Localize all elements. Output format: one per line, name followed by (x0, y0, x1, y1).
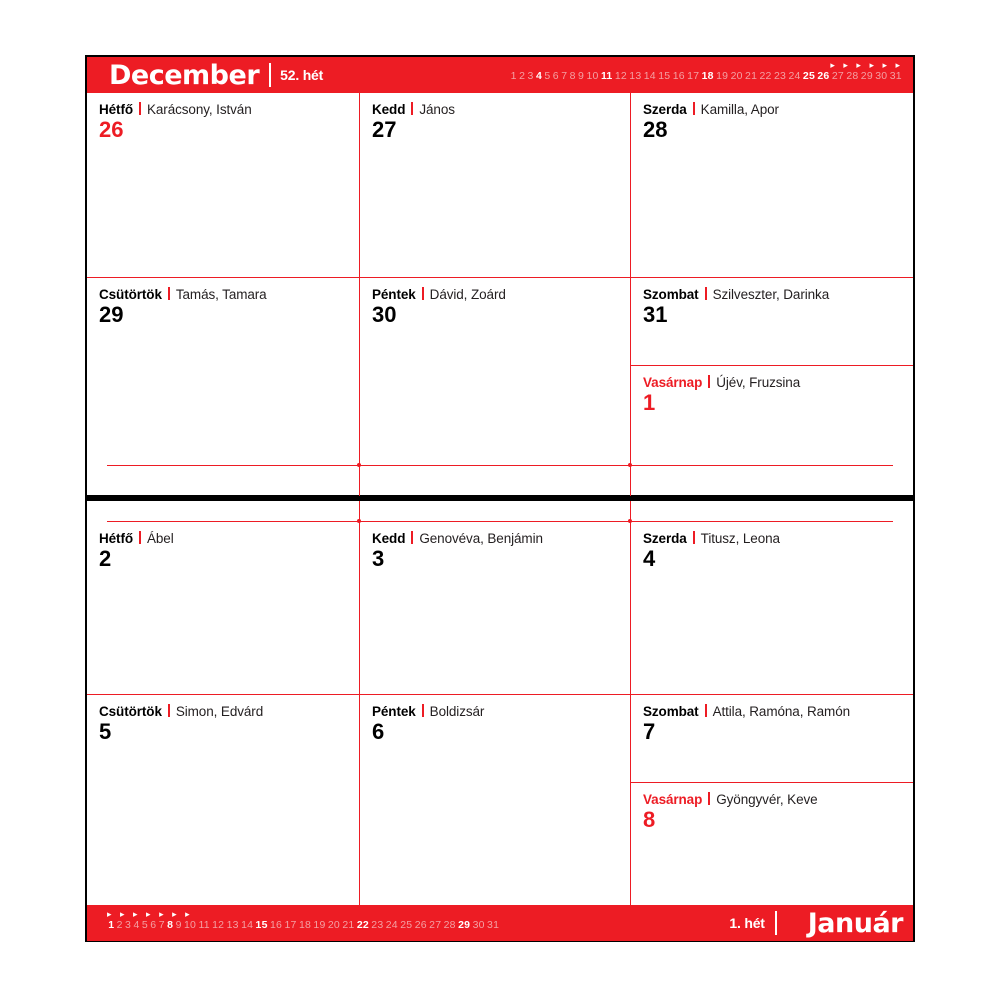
date-number: 8 (643, 807, 656, 832)
day-label: Csütörtök (99, 704, 162, 719)
date-number: 27 (372, 117, 397, 142)
strip-day-27: 27 (429, 919, 442, 931)
strip-day-12: 12 (614, 70, 627, 82)
name-day-list: Karácsony, István (147, 102, 252, 117)
day-cell[interactable] (360, 522, 630, 694)
name-day-list: Dávid, Zoárd (429, 287, 506, 302)
day-strip-january (107, 909, 667, 932)
date-number: 6 (372, 719, 385, 744)
strip-day-2: 2 (116, 919, 123, 931)
strip-day-2: 2 (519, 70, 526, 82)
day-label: Péntek (372, 704, 416, 719)
date-number: 1 (643, 390, 656, 415)
strip-day-7: 7 (158, 919, 165, 931)
name-day-list: Attila, Ramóna, Ramón (712, 704, 851, 719)
strip-day-8: 8 (569, 70, 576, 82)
strip-day-30: 30 (875, 70, 888, 82)
day-cell[interactable] (631, 522, 913, 694)
name-day-list: Újév, Fruzsina (716, 375, 801, 390)
name-day-list: Kamilla, Apor (700, 102, 779, 117)
day-label: Csütörtök (99, 287, 162, 302)
strip-day-11: 11 (600, 70, 613, 82)
month-footer-january (87, 905, 913, 941)
day-grid-january (87, 501, 913, 905)
title-divider (269, 63, 271, 87)
strip-day-29: 29 (860, 70, 873, 82)
strip-day-28: 28 (443, 919, 456, 931)
strip-day-16: 16 (270, 919, 283, 931)
date-number: 5 (99, 719, 112, 744)
day-divider (422, 287, 424, 300)
title-divider (775, 911, 777, 935)
day-cell[interactable] (631, 695, 913, 782)
date-number: 30 (372, 302, 397, 327)
strip-day-6: 6 (552, 70, 559, 82)
name-day-list: Ábel (147, 531, 174, 546)
day-divider (705, 287, 707, 300)
name-day-list: Simon, Edvárd (175, 704, 264, 719)
day-label: Vasárnap (643, 792, 703, 807)
strip-day-22: 22 (356, 919, 369, 931)
strip-day-18: 18 (701, 70, 714, 82)
strip-day-25: 25 (802, 70, 815, 82)
day-divider (168, 704, 170, 717)
strip-day-21: 21 (745, 70, 758, 82)
strip-day-13: 13 (226, 919, 239, 931)
strip-day-6: 6 (150, 919, 157, 931)
strip-day-21: 21 (342, 919, 355, 931)
date-number: 2 (99, 546, 112, 571)
name-day-list: Szilveszter, Darinka (712, 287, 830, 302)
day-label: Kedd (372, 531, 406, 546)
date-number: 28 (643, 117, 668, 142)
strip-day-5: 5 (141, 919, 148, 931)
date-number: 4 (643, 546, 656, 571)
day-divider (708, 792, 710, 805)
strip-day-31: 31 (889, 70, 902, 82)
date-number: 3 (372, 546, 385, 571)
strip-day-11: 11 (198, 919, 210, 931)
strip-day-13: 13 (629, 70, 642, 82)
strip-day-9: 9 (578, 70, 585, 82)
day-cell[interactable] (631, 278, 913, 365)
strip-day-27: 27 (831, 70, 844, 82)
strip-day-3: 3 (125, 919, 132, 931)
day-cell[interactable] (87, 278, 359, 465)
day-label: Hétfő (99, 531, 133, 546)
strip-day-19: 19 (313, 919, 326, 931)
day-label: Kedd (372, 102, 406, 117)
strip-day-16: 16 (672, 70, 685, 82)
strip-day-29: 29 (458, 919, 471, 931)
day-divider (708, 375, 710, 388)
day-cell[interactable] (360, 278, 630, 465)
strip-day-26: 26 (817, 70, 830, 82)
day-label: Hétfő (99, 102, 133, 117)
strip-day-8: 8 (167, 919, 174, 931)
name-day-list: Titusz, Leona (700, 531, 780, 546)
strip-day-31: 31 (487, 919, 500, 931)
strip-day-4: 4 (535, 70, 542, 82)
strip-day-14: 14 (643, 70, 656, 82)
strip-numbers-january (107, 919, 667, 932)
name-day-list: Genovéva, Benjámin (419, 531, 543, 546)
day-divider (693, 102, 695, 115)
strip-day-14: 14 (241, 919, 254, 931)
strip-numbers-december (443, 70, 903, 83)
strip-day-17: 17 (687, 70, 700, 82)
date-number: 31 (643, 302, 668, 327)
name-day-list: Boldizsár (429, 704, 485, 719)
date-number: 26 (99, 117, 124, 142)
day-strip-december (443, 60, 903, 83)
day-divider (139, 102, 141, 115)
day-label: Szombat (643, 704, 699, 719)
strip-day-1: 1 (510, 70, 517, 82)
strip-day-10: 10 (183, 919, 197, 931)
strip-day-26: 26 (414, 919, 427, 931)
month-title-december: December (109, 59, 260, 91)
strip-day-18: 18 (298, 919, 312, 931)
day-divider (422, 704, 424, 717)
strip-day-4: 4 (133, 919, 140, 931)
day-label: Vasárnap (643, 375, 703, 390)
strip-day-3: 3 (527, 70, 534, 82)
day-label: Szerda (643, 102, 687, 117)
week-number-december: 52. hét (280, 67, 324, 83)
strip-arrows-december: ▸ ▸ ▸ ▸ ▸ ▸ (830, 60, 903, 70)
strip-day-23: 23 (773, 70, 787, 82)
strip-day-15: 15 (658, 70, 671, 82)
day-label: Szombat (643, 287, 699, 302)
strip-day-7: 7 (561, 70, 568, 82)
day-cell[interactable] (360, 695, 630, 905)
day-cell[interactable] (87, 695, 359, 905)
strip-day-17: 17 (284, 919, 297, 931)
date-number: 7 (643, 719, 656, 744)
calendar-half-december (85, 55, 915, 498)
strip-day-19: 19 (716, 70, 729, 82)
strip-day-24: 24 (788, 70, 801, 82)
strip-day-9: 9 (175, 919, 182, 931)
strip-day-22: 22 (759, 70, 772, 82)
day-cell[interactable] (87, 522, 359, 694)
name-day-list: János (419, 102, 455, 117)
day-label: Péntek (372, 287, 416, 302)
month-title-january: Január (807, 907, 903, 939)
day-grid-december (87, 93, 913, 496)
month-header-december (87, 57, 913, 93)
strip-day-20: 20 (327, 919, 340, 931)
day-divider (705, 704, 707, 717)
day-cell-sunday[interactable] (631, 366, 913, 465)
strip-day-1: 1 (108, 919, 115, 931)
calendar-half-january (85, 498, 915, 942)
day-cell-sunday[interactable] (631, 783, 913, 905)
day-cell[interactable] (360, 93, 630, 277)
name-day-list: Tamás, Tamara (175, 287, 267, 302)
day-cell[interactable] (631, 93, 913, 277)
strip-day-5: 5 (544, 70, 551, 82)
strip-day-10: 10 (586, 70, 599, 82)
week-number-january: 1. hét (729, 915, 765, 931)
name-day-list: Gyöngyvér, Keve (716, 792, 818, 807)
day-cell[interactable] (87, 93, 359, 277)
strip-day-23: 23 (371, 919, 384, 931)
day-divider (693, 531, 695, 544)
strip-arrows-january: ▸ ▸ ▸ ▸ ▸ ▸ ▸ (107, 909, 193, 919)
grid-hline-bottom (107, 465, 893, 466)
strip-day-28: 28 (846, 70, 859, 82)
day-divider (168, 287, 170, 300)
day-divider (411, 531, 413, 544)
strip-day-12: 12 (212, 919, 225, 931)
strip-day-15: 15 (255, 919, 268, 931)
day-label: Szerda (643, 531, 687, 546)
strip-day-24: 24 (385, 919, 398, 931)
strip-day-20: 20 (730, 70, 743, 82)
strip-day-30: 30 (472, 919, 485, 931)
calendar-page (85, 55, 915, 945)
day-divider (411, 102, 413, 115)
date-number: 29 (99, 302, 124, 327)
strip-day-25: 25 (400, 919, 413, 931)
day-divider (139, 531, 141, 544)
